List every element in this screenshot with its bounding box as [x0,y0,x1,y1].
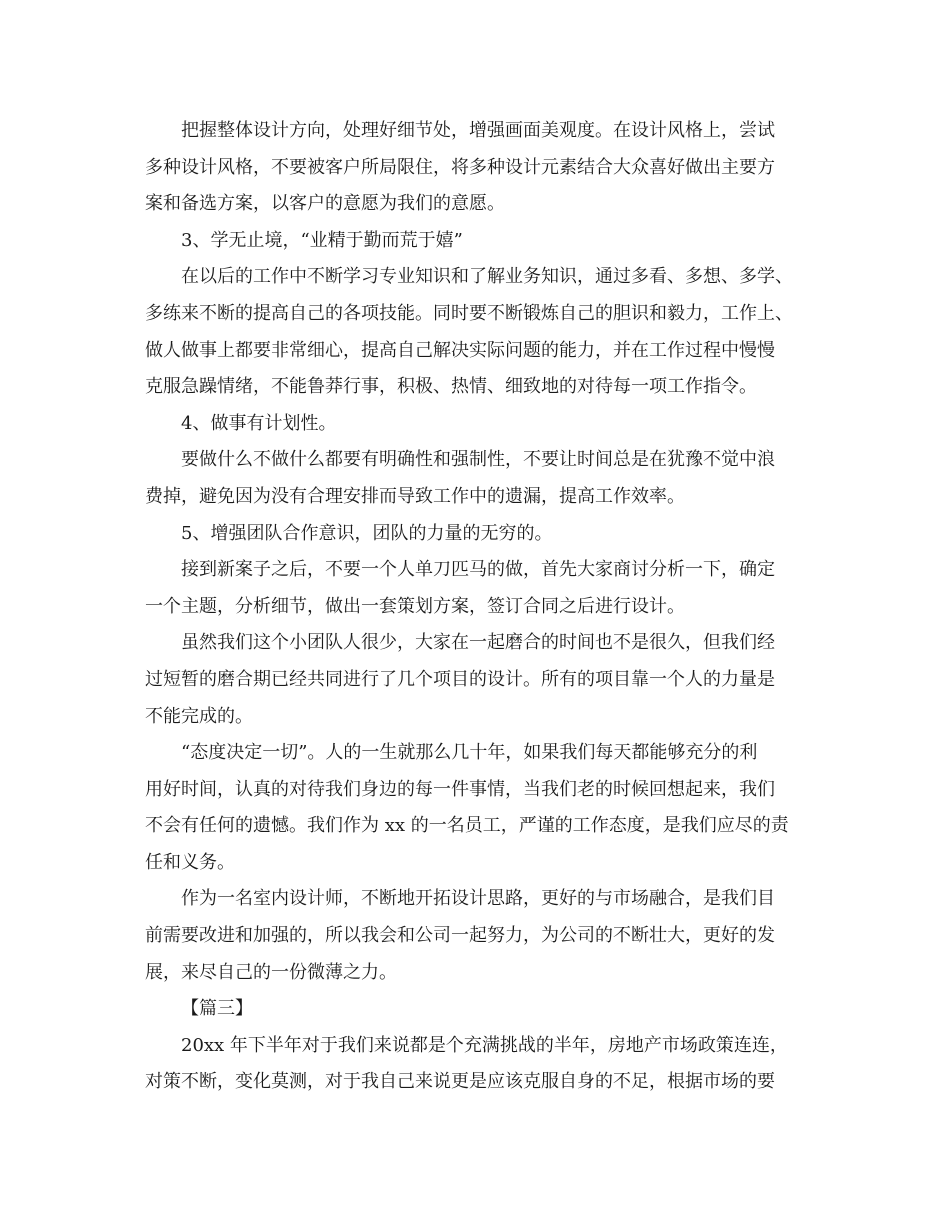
text-line: 案和备选方案，以客户的意愿为我们的意愿。 [145,193,505,215]
text-line: 5、增强团队合作意识，团队的力量的无穷的。 [181,522,553,544]
document-body [145,113,807,1101]
text-line: 做人做事上都要非常细心，提高自己解决实际问题的能力，并在工作过程中慢慢 [145,339,775,361]
text-line: 3、学无止境，“业精于勤而荒于嬉” [181,229,463,251]
text-line: 不会有任何的遗憾。我们作为 xx 的一名员工，严谨的工作态度，是我们应尽的责 [145,815,789,837]
paragraph [145,113,807,223]
text-line: 把握整体设计方向，处理好细节处，增强画面美观度。在设计风格上，尝试 [181,120,775,141]
text-line: 不能完成的。 [145,705,253,727]
text-line: 4、做事有计划性。 [181,412,337,434]
paragraph [145,1028,807,1101]
text-line: 对策不断，变化莫测，对于我自己来说更是应该克服自身的不足，根据市场的要 [145,1071,775,1093]
text-line: 克服急躁情绪，不能鲁莽行事，积极、热情、细致地的对待每一项工作指令。 [145,376,757,398]
text-line: 【篇三】 [181,998,253,1020]
text-line: 过短暂的磨合期已经共同进行了几个项目的设计。所有的项目靠一个人的力量是 [145,668,775,690]
text-line: 20xx 年下半年对于我们来说都是个充满挑战的半年，房地产市场政策连连， [181,1034,788,1056]
text-line: 用好时间，认真的对待我们身边的每一件事情，当我们老的时候回想起来，我们 [145,778,775,800]
text-line: 前需要改进和加强的，所以我会和公司一起努力，为公司的不断壮大，更好的发 [145,925,775,947]
text-line: 多练来不断的提高自己的各项技能。同时要不断锻炼自己的胆识和毅力，工作上、 [145,302,793,324]
text-line: 作为一名室内设计师，不断地开拓设计思路，更好的与市场融合，是我们目 [181,888,775,910]
paragraph [145,881,807,991]
text-line: 虽然我们这个小团队人很少，大家在一起磨合的时间也不是很久，但我们经 [181,632,775,654]
text-line: 一个主题，分析细节，做出一套策划方案，签订合同之后进行设计。 [145,595,685,617]
text-line: 在以后的工作中不断学习专业知识和了解业务知识，通过多看、多想、多学、 [181,266,793,288]
text-line: 接到新案子之后，不要一个人单刀匹马的做，首先大家商讨分析一下，确定 [181,559,775,581]
section-heading [145,406,807,443]
section-heading [145,516,807,553]
text-line: 任和义务。 [145,851,235,873]
paragraph [145,442,807,515]
paragraph [145,552,807,625]
paragraph [145,625,807,735]
text-line: “态度决定一切”。人的一生就那么几十年，如果我们每天都能够充分的利 [181,742,758,764]
text-line: 多种设计风格，不要被客户所局限住，将多种设计元素结合大众喜好做出主要方 [145,156,775,178]
text-line: 费掉，避免因为没有合理安排而导致工作中的遗漏，提高工作效率。 [145,485,685,507]
text-line: 展，来尽自己的一份微薄之力。 [145,961,397,983]
paragraph [145,259,807,405]
section-heading [145,223,807,260]
section-heading [145,991,807,1028]
paragraph [145,735,807,881]
text-line: 要做什么不做什么都要有明确性和强制性，不要让时间总是在犹豫不觉中浪 [181,449,775,471]
